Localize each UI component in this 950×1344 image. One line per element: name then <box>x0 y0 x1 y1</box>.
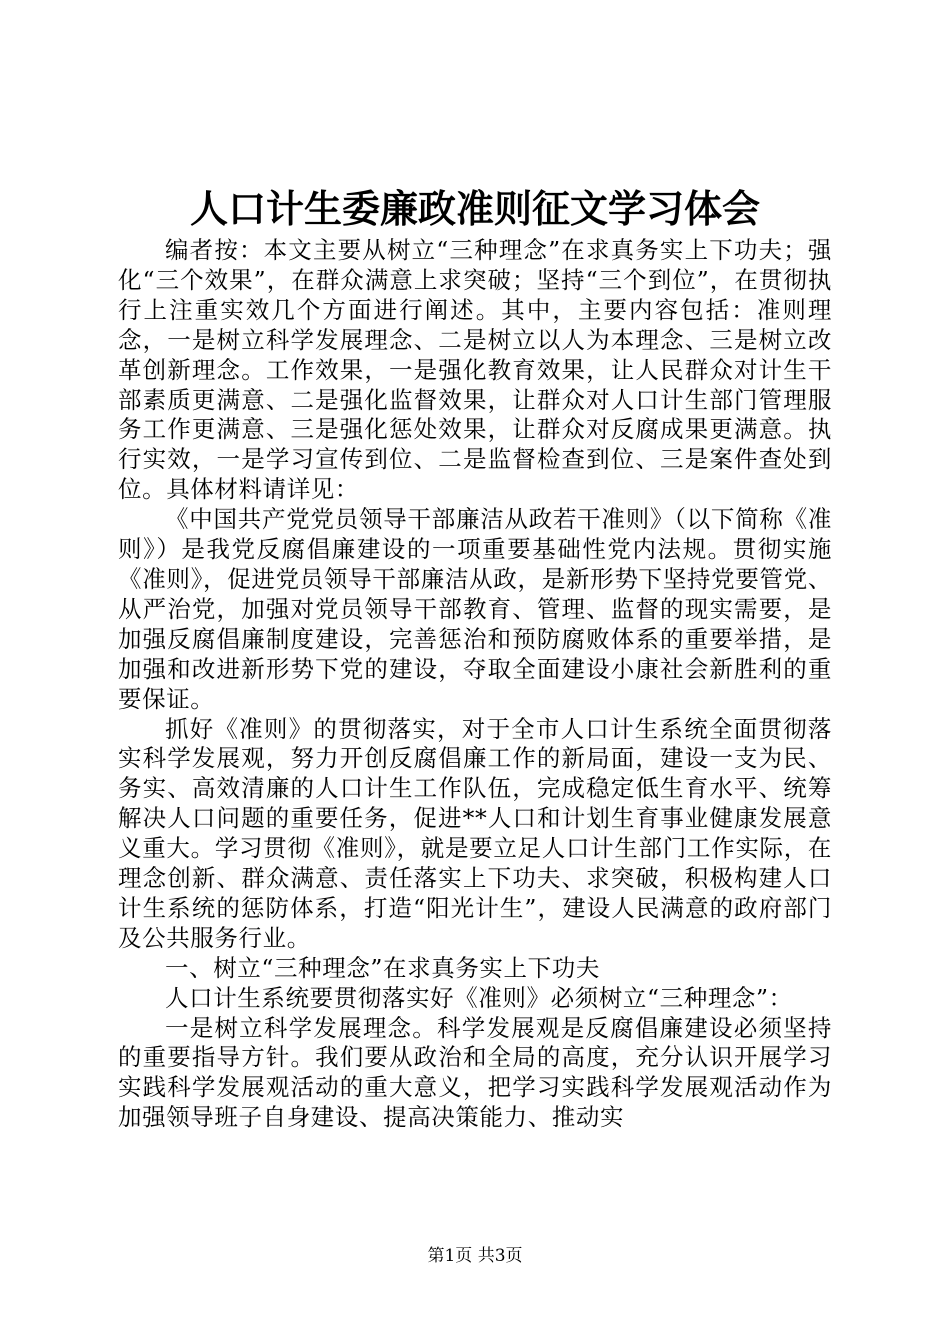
body-paragraph: 《中国共产党党员领导干部廉洁从政若干准则》（以下简称《准则》）是我党反腐倡廉建设的一项重要基础性党内法规。贯彻实施《准则》，促进党员领导干部廉洁从政，是新形势下坚持党要管党、从严治党，加强对党员领导干部教育、管理、监督的现实需要，是加强反腐倡廉制度建设，完善惩治和预防腐败体系的重要举措，是加强和改进新形势下党的建设，夺取全面建设小康社会新胜利的重要保证。 <box>118 505 832 713</box>
body-paragraph: 人口计生系统要贯彻落实好《准则》必须树立“三种理念”： <box>165 983 793 1012</box>
page-title: 人口计生委廉政准则征文学习体会 <box>189 186 760 231</box>
editor-note-paragraph: 编者按：本文主要从树立“三种理念”在求真务实上下功夫；强化“三个效果”，在群众满意上求突破；坚持“三个到位”，在贯彻执行上注重实效几个方面进行阐述。其中，主要内容包括：准则理念，一是树立科学发展理念、二是树立以人为本理念、三是树立改革创新理念。工作效果，一是强化教育效果，让人民群众对计生干部素质更满意、二是强化监督效果，让群众对人口计生部门管理服务工作更满意、三是强化惩处效果，让群众对反腐成果更满意。执行实效，一是学习宣传到位、二是监督检查到位、三是案件查处到位。具体材料请详见： <box>118 236 832 504</box>
section-heading: 一、树立“三种理念”在求真务实上下功夫 <box>165 953 600 982</box>
document-body <box>118 236 832 1133</box>
body-paragraph: 一是树立科学发展理念。科学发展观是反腐倡廉建设必须坚持的重要指导方针。我们要从政治和全局的高度，充分认识开展学习实践科学发展观活动的重大意义，把学习实践科学发展观活动作为加强领导班子自身建设、提高决策能力、推动实 <box>118 1013 832 1132</box>
body-paragraph: 抓好《准则》的贯彻落实，对于全市人口计生系统全面贯彻落实科学发展观，努力开创反腐倡廉工作的新局面，建设一支为民、务实、高效清廉的人口计生工作队伍，完成稳定低生育水平、统筹解决人口问题的重要任务，促进**人口和计划生育事业健康发展意义重大。学习贯彻《准则》，就是要立足人口计生部门工作实际，在理念创新、群众满意、责任落实上下功夫、求突破，积极构建人口计生系统的惩防体系，打造“阳光计生”，建设人民满意的政府部门及公共服务行业。 <box>118 714 832 952</box>
page-footer: 第1页 共3页 <box>427 1246 523 1266</box>
